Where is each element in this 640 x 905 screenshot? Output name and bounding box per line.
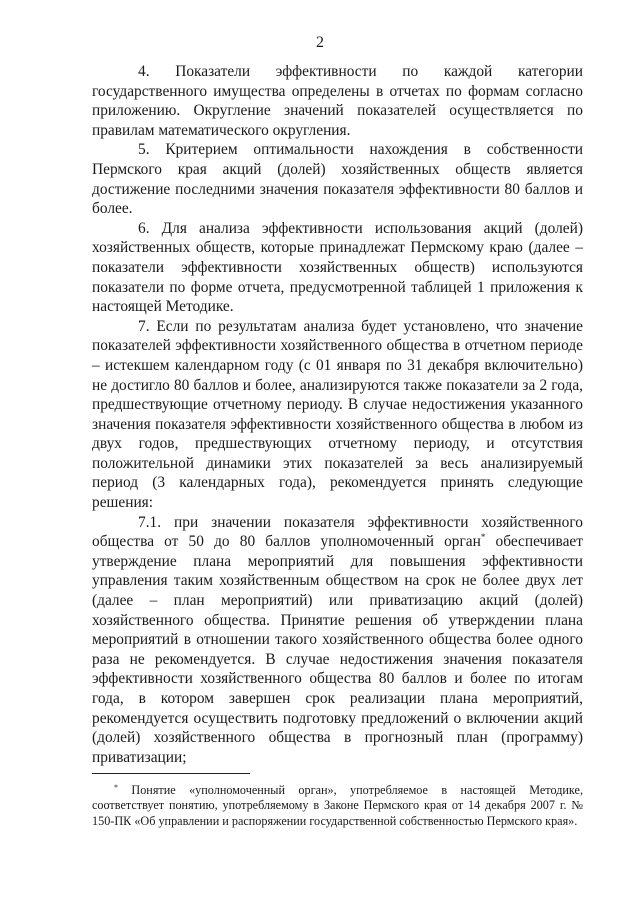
paragraph-4: 4. Показатели эффективности по каждой категории государственного имущества определены в отчетах по формам согласно приложению. Округление значений показателей осуществляется по правилам математического округления. [92, 63, 583, 139]
paragraph-7-1-text-end: обеспечивает утверждение плана мероприятий для повышения эффективности управления таким хозяйственным обществом на срок не более двух лет (далее – план мероприятий) или приватизацию акций (долей) хозяйственного общества. Принятие решения об утверждении плана мероприятий в отношении такого хозяйственного общества более одного раза не рекомендуется. В случае недостижения значения показателя эффективности хозяйственного общества 80 баллов и более по итогам года, в котором завершен срок реализации плана мероприятий, рекомендуется осуществить подготовку предложений о включении акций (долей) хозяйственного общества в прогнозный план (программу) приватизации; [92, 533, 583, 766]
paragraph-7: 7. Если по результатам анализа будет установлено, что значение показателей эффективности хозяйственного общества в отчетном периоде – истекшем календарном году (с 01 января по 31 декабря включительно) не достигло 80 баллов и более, анализируются также показатели за 2 года, предшествующие отчетному периоду. В случае недостижения указанного значения показателя эффективности хозяйственного общества в любом из двух годов, предшествующих отчетному периоду, и отсутствия положительной динамики этих показателей за весь анализируемый период (3 календарных года), рекомендуется принять следующие решения: [92, 317, 583, 512]
paragraph-7-1 [92, 513, 583, 768]
document-body [92, 62, 583, 767]
footnote-paragraph [92, 783, 583, 829]
paragraph-6: 6. Для анализа эффективности использования акций (долей) хозяйственных обществ, которые принадлежат Пермскому краю (далее – показатели эффективности хозяйственных обществ) используются показатели по форме отчета, предусмотренной таблицей 1 приложения к настоящей Методике. [92, 219, 583, 316]
paragraph-7-1-text-start: 7.1. при значении показателя эффективности хозяйственного общества от 50 до 80 баллов уполномоченный орган [92, 513, 583, 551]
footnote-text: Понятие «уполномоченный орган», употребляемое в настоящей Методике, соответствует понятию, употребляемому в Законе Пермского края от 14 декабря 2007 г. № 150-ПК «Об управлении и распоряжении государственной собственностью Пермского края». [92, 783, 583, 828]
page-number: 2 [316, 34, 324, 51]
footnote-mark: * [114, 783, 118, 792]
footnote [92, 783, 583, 829]
footnote-separator [92, 773, 250, 774]
paragraph-5: 5. Критерием оптимальности нахождения в собственности Пермского края акций (долей) хозяйственных обществ является достижение последними значения показателя эффективности 80 баллов и более. [92, 141, 583, 218]
footnote-reference-mark: * [480, 532, 486, 543]
